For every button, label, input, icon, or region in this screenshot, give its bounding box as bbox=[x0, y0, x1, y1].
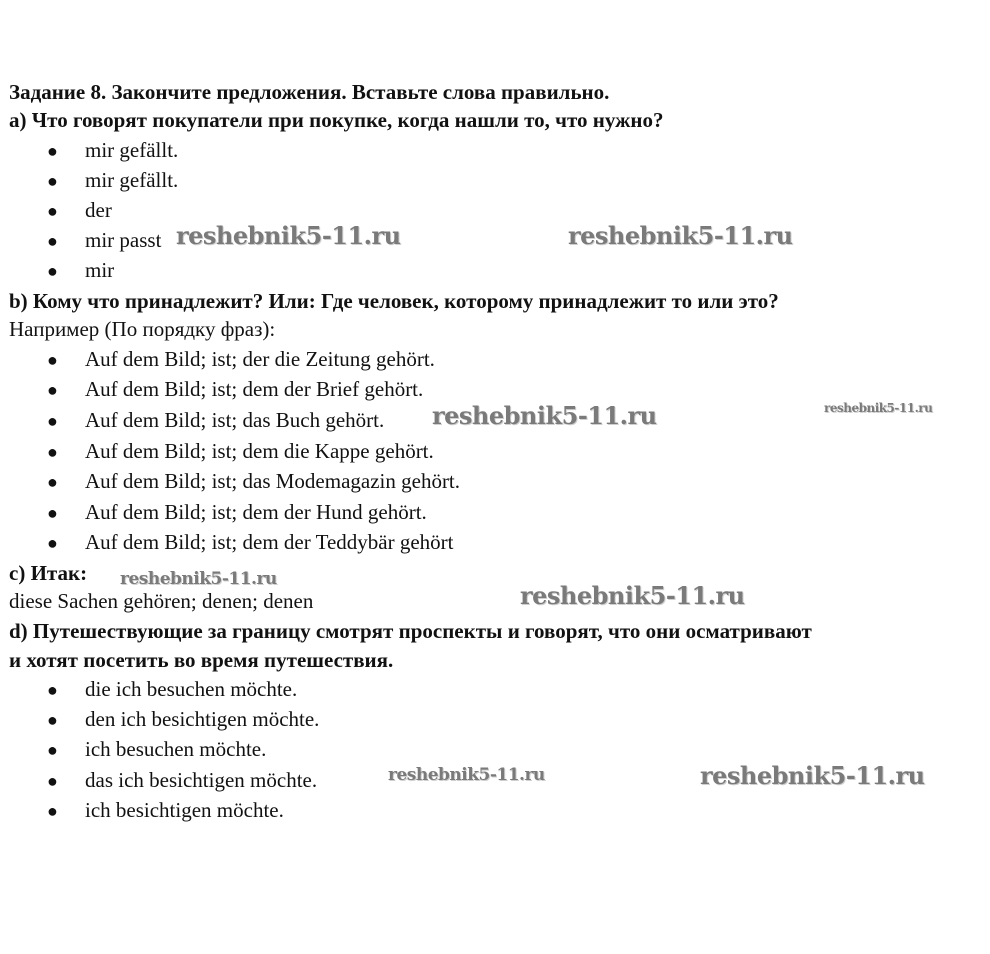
section-d-heading-line1: d) Путешествующие за границу смотрят проспекты и говорят, что они осматривают bbox=[9, 619, 812, 643]
bullet-icon: ● bbox=[47, 231, 58, 251]
section-c-heading: c) Итак: bbox=[9, 561, 88, 585]
bullet-icon: ● bbox=[47, 680, 58, 700]
list-item: ● mir gefällt. bbox=[47, 168, 179, 192]
list-item: ● Auf dem Bild; ist; das Modemagazin gehört. bbox=[47, 469, 461, 493]
list-item: ● Auf dem Bild; ist; dem der Brief gehört. bbox=[47, 377, 424, 401]
bullet-icon: ● bbox=[47, 201, 58, 221]
section-b-heading: b) Кому что принадлежит? Или: Где человек, которому принадлежит то или это? bbox=[9, 289, 779, 313]
bullet-icon: ● bbox=[47, 710, 58, 730]
bullet-icon: ● bbox=[47, 261, 58, 281]
watermark: reshebnik5-11.ru bbox=[568, 221, 793, 250]
watermark: reshebnik5-11.ru bbox=[700, 761, 925, 790]
list-item: ● Auf dem Bild; ist; der die Zeitung gehört. bbox=[47, 347, 435, 371]
bullet-icon: ● bbox=[47, 442, 58, 462]
list-item: ● mir bbox=[47, 258, 115, 282]
bullet-icon: ● bbox=[47, 740, 58, 760]
section-a-heading: a) Что говорят покупатели при покупке, когда нашли то, что нужно? bbox=[9, 108, 664, 132]
bullet-icon: ● bbox=[47, 350, 58, 370]
list-item: ● ich besichtigen möchte. bbox=[47, 798, 284, 822]
list-item: ● ich besuchen möchte. bbox=[47, 737, 267, 761]
bullet-icon: ● bbox=[47, 141, 58, 161]
list-item: ● der bbox=[47, 198, 112, 222]
watermark: reshebnik5-11.ru bbox=[120, 569, 277, 589]
bullet-icon: ● bbox=[47, 380, 58, 400]
list-item: ● das ich besichtigen möchte. bbox=[47, 768, 318, 792]
watermark: reshebnik5-11.ru bbox=[176, 221, 401, 250]
list-item: ● den ich besichtigen möchte. bbox=[47, 707, 320, 731]
list-item: ● mir passt bbox=[47, 228, 162, 252]
list-item: ● Auf dem Bild; ist; dem die Kappe gehört. bbox=[47, 439, 434, 463]
watermark: reshebnik5-11.ru bbox=[520, 581, 745, 610]
list-item: ● Auf dem Bild; ist; dem der Teddybär gehört bbox=[47, 530, 454, 554]
section-d-heading-line2: и хотят посетить во время путешествия. bbox=[9, 648, 394, 672]
task-title: Задание 8. Закончите предложения. Вставьте слова правильно. bbox=[9, 80, 610, 104]
bullet-icon: ● bbox=[47, 801, 58, 821]
list-item: ● Auf dem Bild; ist; das Buch gehört. bbox=[47, 408, 385, 432]
section-c-text: diese Sachen gehören; denen; denen bbox=[9, 589, 314, 613]
watermark: reshebnik5-11.ru bbox=[824, 401, 933, 415]
section-b-intro: Например (По порядку фраз): bbox=[9, 317, 276, 341]
watermark: reshebnik5-11.ru bbox=[432, 401, 657, 430]
bullet-icon: ● bbox=[47, 771, 58, 791]
bullet-icon: ● bbox=[47, 533, 58, 553]
list-item: ● Auf dem Bild; ist; dem der Hund gehört. bbox=[47, 500, 427, 524]
bullet-icon: ● bbox=[47, 411, 58, 431]
watermark: reshebnik5-11.ru bbox=[388, 765, 545, 785]
bullet-icon: ● bbox=[47, 503, 58, 523]
list-item: ● die ich besuchen möchte. bbox=[47, 677, 298, 701]
list-item: ● mir gefällt. bbox=[47, 138, 179, 162]
bullet-icon: ● bbox=[47, 171, 58, 191]
bullet-icon: ● bbox=[47, 472, 58, 492]
